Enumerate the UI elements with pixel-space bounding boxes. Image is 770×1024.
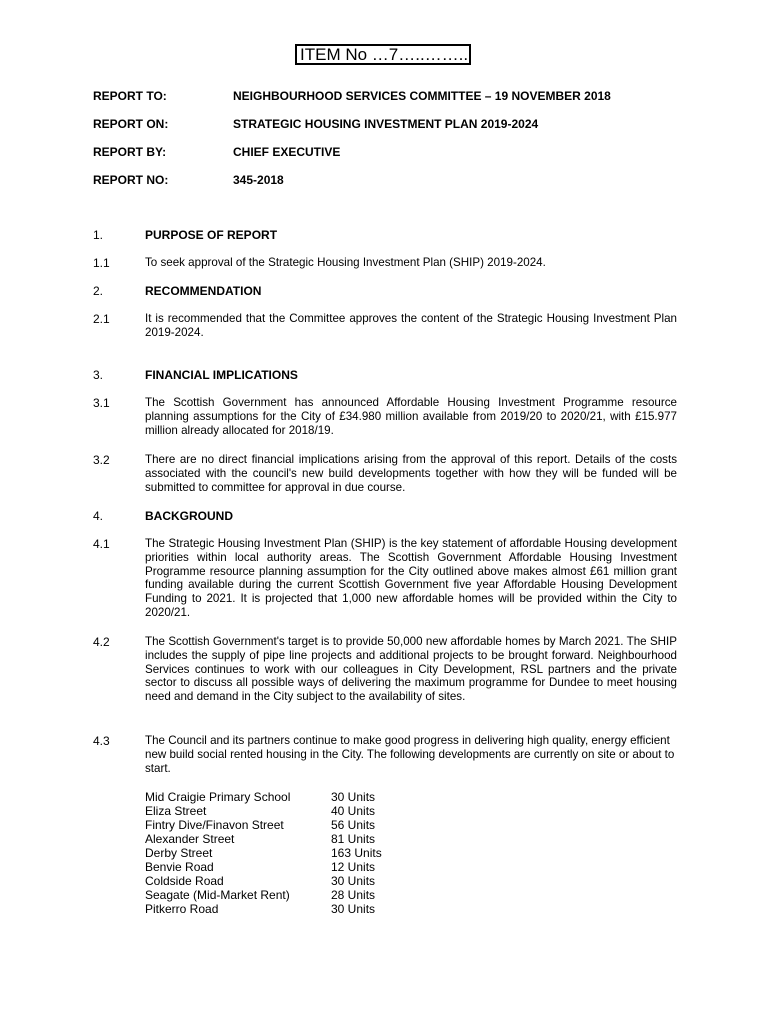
meta-value: CHIEF EXECUTIVE — [233, 145, 341, 159]
paragraph-3-2: There are no direct financial implications arising from the approval of this report. Details of the costs associated with the council's new build developments together with how they will be funded will be submitted to committee for approval in due course. — [145, 453, 677, 494]
paragraph-4-1: The Strategic Housing Investment Plan (SHIP) is the key statement of affordable Housing development priorities within local authority areas. The Scottish Government Affordable Housing Investment Programme resource planning assumption for the City outlined above makes almost £61 million grant funding available during the current Scottish Government five year Affordable Housing Development Funding to 2021. It is projected that 1,000 new affordable homes will be provided within the City to 2020/21. — [145, 537, 677, 619]
paragraph-1-1: To seek approval of the Strategic Housing Investment Plan (SHIP) 2019-2024. — [145, 256, 546, 269]
meta-value: NEIGHBOURHOOD SERVICES COMMITTEE – 19 NOVEMBER 2018 — [233, 89, 611, 103]
paragraph-number: 4.1 — [93, 537, 110, 551]
table-row — [145, 860, 382, 874]
table-row — [145, 804, 382, 818]
meta-report-by — [93, 145, 340, 159]
table-row — [145, 888, 382, 902]
meta-report-no — [93, 173, 284, 187]
development-units: 12 Units — [331, 860, 376, 874]
meta-label: REPORT TO: — [93, 89, 167, 103]
development-name: Alexander Street — [145, 832, 235, 846]
development-name: Seagate (Mid-Market Rent) — [145, 888, 290, 902]
paragraph-number: 1.1 — [93, 256, 110, 270]
paragraph-number: 3.2 — [93, 453, 110, 467]
paragraph-2-1: It is recommended that the Committee approves the content of the Strategic Housing Investment Plan 2019-2024. — [145, 312, 677, 339]
development-name: Fintry Dive/Finavon Street — [145, 818, 284, 832]
section-heading-financial: FINANCIAL IMPLICATIONS — [145, 368, 298, 382]
section-heading-recommendation: RECOMMENDATION — [145, 284, 262, 298]
meta-value: STRATEGIC HOUSING INVESTMENT PLAN 2019-2024 — [233, 117, 539, 131]
paragraph-3-1: The Scottish Government has announced Affordable Housing Investment Programme resource planning assumptions for the City of £34.980 million available from 2019/20 to 2020/21, with £15.977 million already allocated for 2018/19. — [145, 396, 677, 437]
table-row — [145, 832, 382, 846]
development-units: 81 Units — [331, 832, 376, 846]
table-row — [145, 790, 382, 804]
development-units: 163 Units — [331, 846, 382, 860]
development-units: 30 Units — [331, 874, 376, 888]
table-row — [145, 902, 382, 916]
table-row — [145, 846, 382, 860]
development-units: 40 Units — [331, 804, 376, 818]
section-number: 2. — [93, 284, 104, 298]
developments-table — [145, 790, 382, 916]
development-name: Derby Street — [145, 846, 213, 860]
meta-report-on — [93, 117, 538, 131]
development-name: Pitkerro Road — [145, 902, 219, 916]
paragraph-4-3: The Council and its partners continue to make good progress in delivering high quality, energy efficient new build social rented housing in the City. The following developments are currently on site or about to start. — [145, 734, 675, 775]
section-number: 1. — [93, 228, 104, 242]
section-heading-purpose: PURPOSE OF REPORT — [145, 228, 278, 242]
paragraph-number: 2.1 — [93, 312, 110, 326]
meta-value: 345-2018 — [233, 173, 284, 187]
section-heading-background: BACKGROUND — [145, 509, 233, 523]
development-name: Benvie Road — [145, 860, 214, 874]
meta-report-to — [93, 89, 611, 103]
development-units: 30 Units — [331, 790, 376, 804]
table-row — [145, 874, 382, 888]
section-number: 4. — [93, 509, 104, 523]
meta-label: REPORT NO: — [93, 173, 169, 187]
section-number: 3. — [93, 368, 104, 382]
development-units: 28 Units — [331, 888, 376, 902]
development-name: Coldside Road — [145, 874, 224, 888]
paragraph-number: 4.2 — [93, 635, 110, 649]
paragraph-4-2: The Scottish Government's target is to provide 50,000 new affordable homes by March 2021. The SHIP includes the supply of pipe line projects and additional projects to be brought forward. Neighbourhood Services continues to work with our colleagues in City Development, RSL partners and the private sector to discuss all possible ways of delivering the maximum programme for Dundee to meet housing need and demand in the City subject to the availability of sites. — [145, 635, 677, 704]
meta-label: REPORT ON: — [93, 117, 169, 131]
development-units: 30 Units — [331, 902, 376, 916]
paragraph-number: 3.1 — [93, 396, 110, 410]
development-units: 56 Units — [331, 818, 376, 832]
paragraph-number: 4.3 — [93, 734, 110, 748]
table-row — [145, 818, 382, 832]
meta-label: REPORT BY: — [93, 145, 167, 159]
development-name: Mid Craigie Primary School — [145, 790, 291, 804]
development-name: Eliza Street — [145, 804, 207, 818]
item-number-box: ITEM No …7…..…….. — [295, 44, 471, 65]
